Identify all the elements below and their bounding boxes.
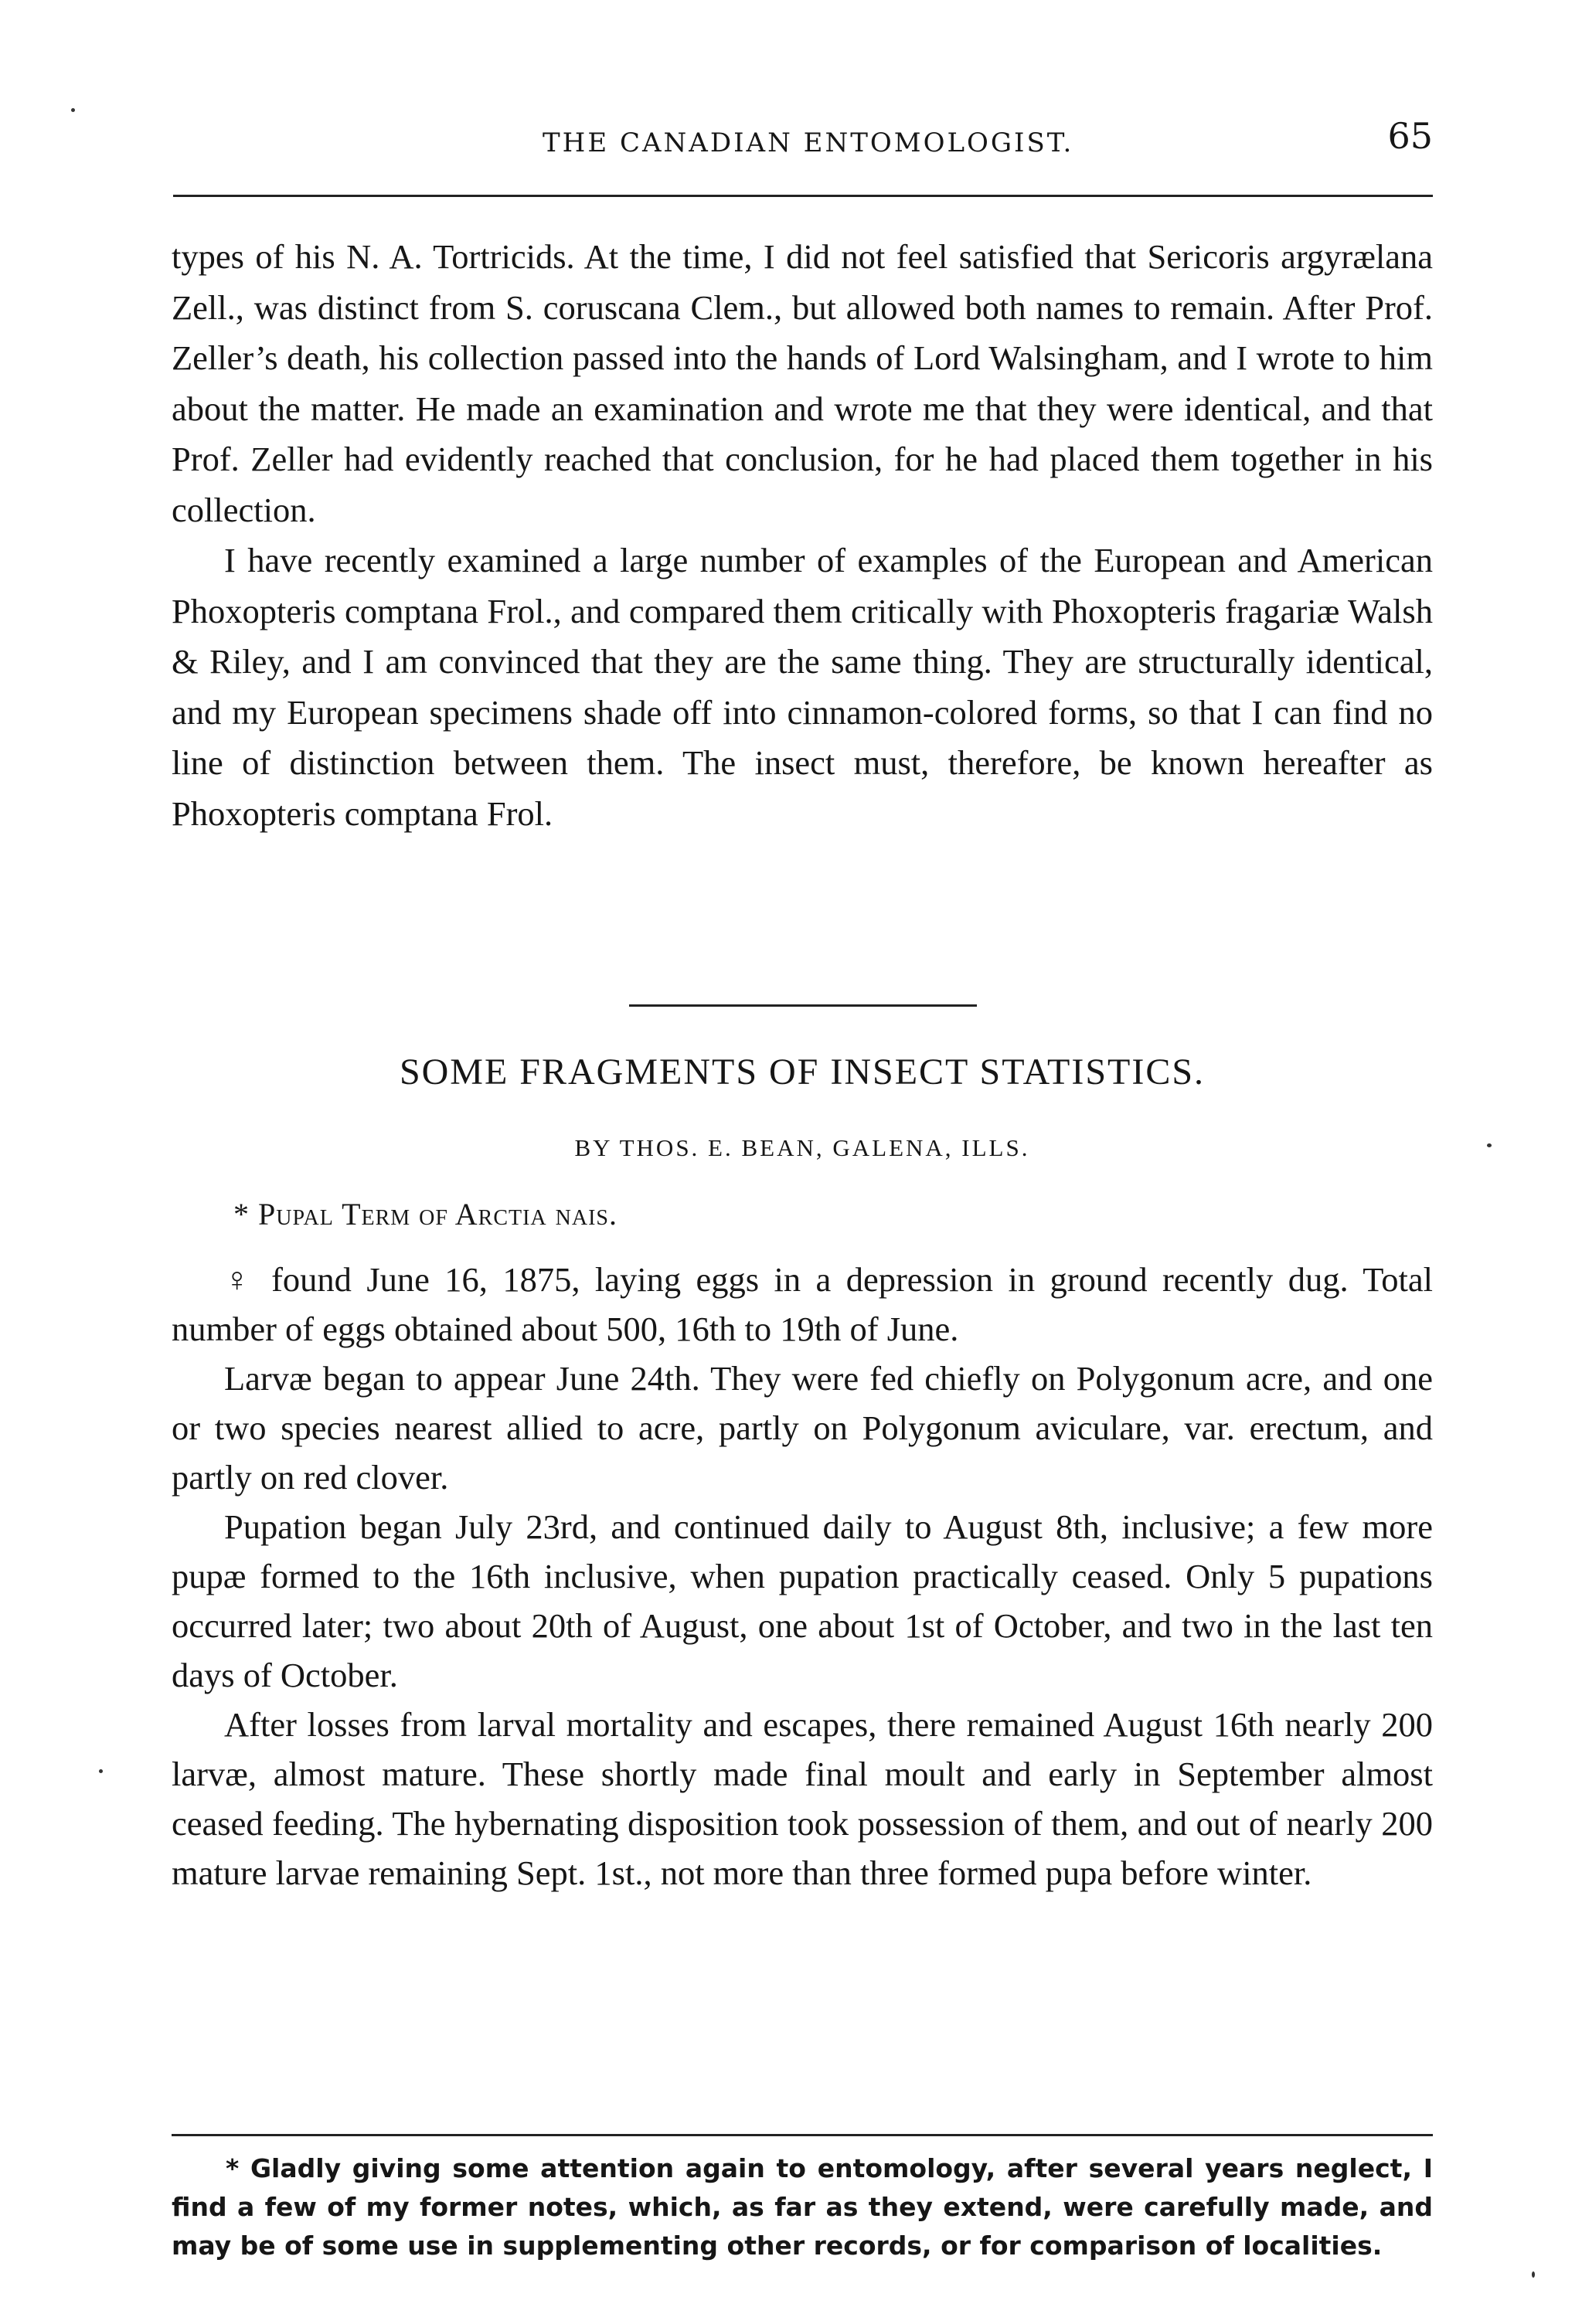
- page-speck: [1532, 2271, 1535, 2278]
- running-header: [172, 112, 1433, 182]
- paragraph: types of his N. A. Tortricids. At the time, I did not feel satisfied that Sericoris argyrælana Zell., was distinct from S. coruscana Clem., but allowed both names to remain. After Prof. Zeller’s death, his collection passed into the hands of Lord Walsingham, and I wrote to him about the matter. He made an examination and wrote me that they were identical, and that Prof. Zeller had evidently reached that conclusion, for he had placed them together in his collection.: [172, 237, 1433, 529]
- article-subheading: * Pupal Term of Arctia nais.: [233, 1197, 617, 1232]
- paragraph: I have recently examined a large number of examples of the European and American Phoxopteris comptana Frol., and compared them critically with Phoxopteris fragariæ Walsh & Riley, and I am convinced that they are the same thing. They are structurally identical, and my European specimens shade off into cinnamon-colored forms, so that I can find no line of distinction between them. The insect must, therefore, be known hereafter as Phoxopteris comptana Frol.: [172, 541, 1433, 833]
- article-title: SOME FRAGMENTS OF INSECT STATISTICS.: [399, 1052, 1206, 1092]
- article-body: [172, 1255, 1433, 1898]
- page-number: 65: [1387, 115, 1433, 157]
- article-byline: BY THOS. E. BEAN, GALENA, ILLS.: [574, 1134, 1030, 1161]
- page-speck: [99, 1769, 103, 1773]
- running-title: THE CANADIAN ENTOMOLOGIST.: [543, 127, 1074, 158]
- paragraph: Larvæ began to appear June 24th. They were fed chiefly on Polygonum acre, and one or two species nearest allied to acre, partly on Polygonum aviculare, var. erectum, and partly on red clover.: [172, 1359, 1433, 1497]
- footnote: [172, 2149, 1433, 2265]
- section-divider: [629, 1004, 977, 1007]
- footnote-rule: [172, 2134, 1433, 2136]
- paragraph: After losses from larval mortality and escapes, there remained August 16th nearly 200 larvæ, almost mature. These shortly made final moult and early in September almost ceased feeding. The hybernating disposition took possession of them, and out of nearly 200 mature larvae remaining Sept. 1st., not more than three formed pupa before winter.: [172, 1705, 1433, 1892]
- page-speck: [71, 108, 75, 112]
- paragraph: ♀ found June 16, 1875, laying eggs in a depression in ground recently dug. Total number of eggs obtained about 500, 16th to 19th of June.: [172, 1260, 1433, 1348]
- page-speck: [1487, 1143, 1492, 1147]
- paragraph: Pupation began July 23rd, and continued daily to August 8th, inclusive; a few more pupæ formed to the 16th inclusive, when pupation practically ceased. Only 5 pupations occurred later; two about 20th of August, one about 1st of October, and two in the last ten days of October.: [172, 1507, 1433, 1694]
- header-rule: [173, 195, 1433, 197]
- footnote-text: * Gladly giving some attention again to entomology, after several years neglect, I find a few of my former notes, which, as far as they extend, were carefully made, and may be of some use in supplementing other records, or for comparison of localities.: [172, 2153, 1433, 2261]
- previous-article-continuation: [172, 232, 1433, 839]
